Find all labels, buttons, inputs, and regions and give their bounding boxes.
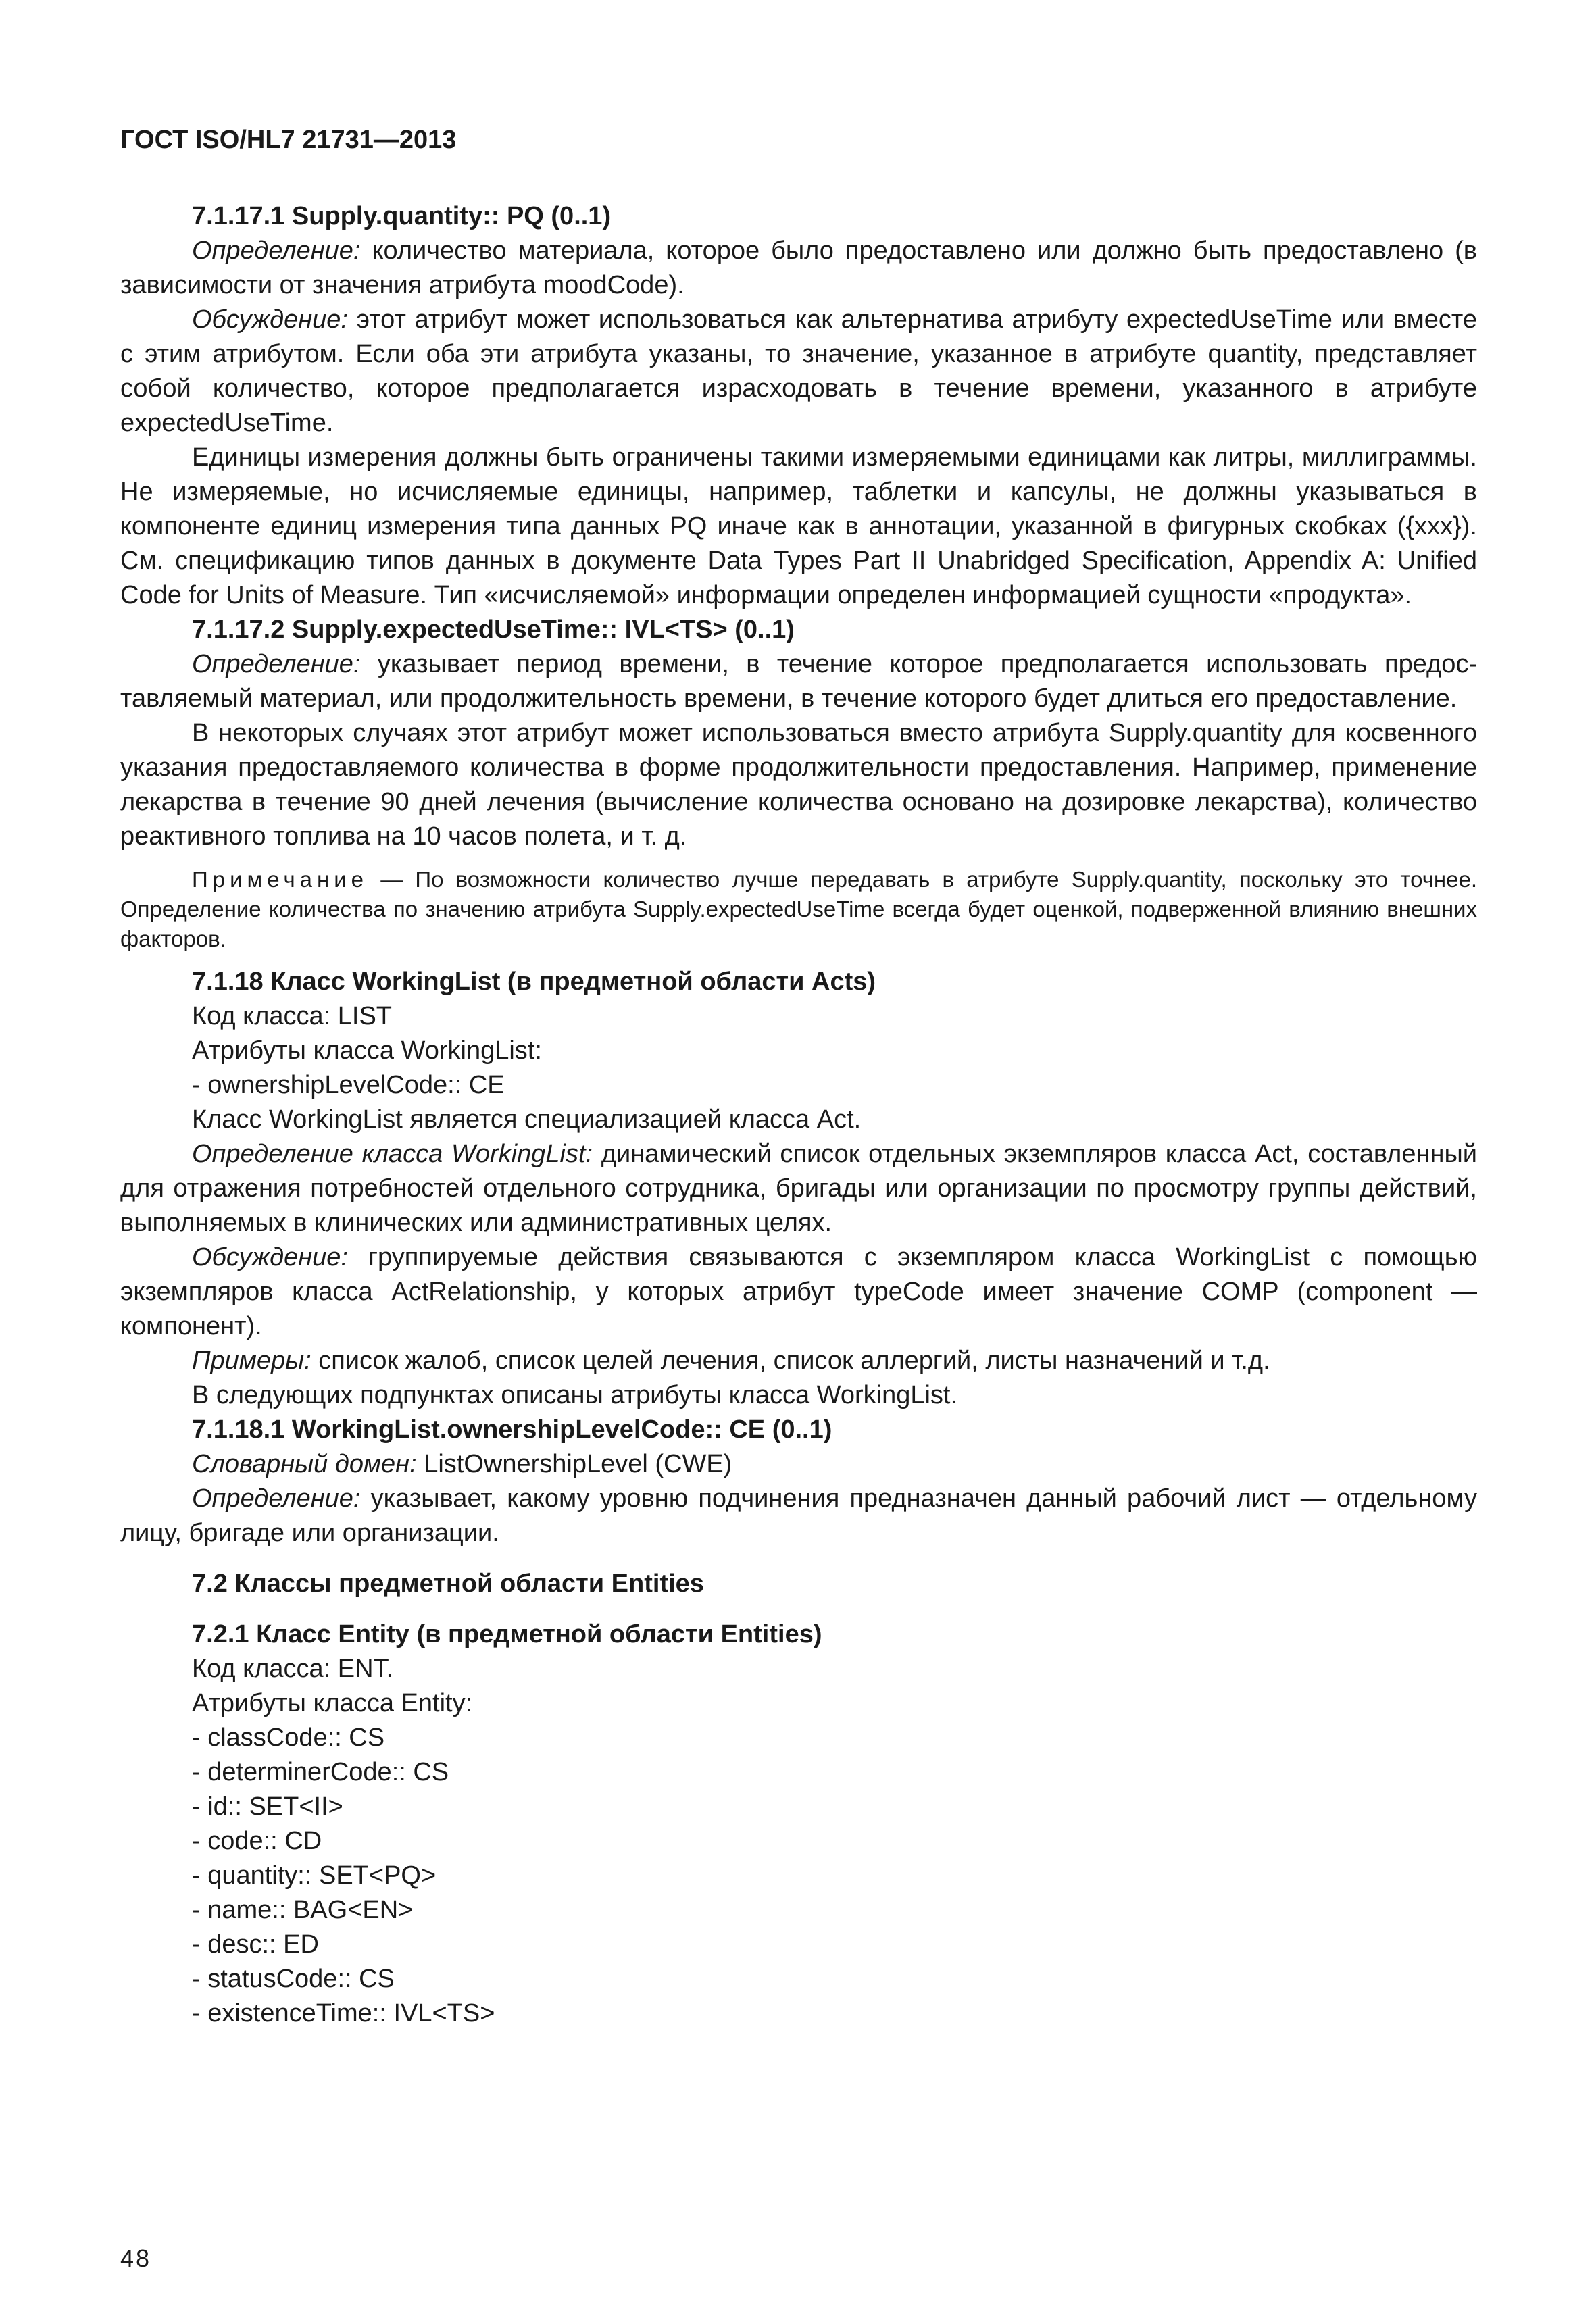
- discussion-text: группируемые действия связываются с экземпляром класса WorkingList с помощью экземпляров класса ActRelationship, у которых атрибут typeCode имеет значение COMP (component — компонент).: [120, 1243, 1477, 1340]
- page-content: [120, 199, 1477, 2031]
- subsections-paragraph: В следующих подпунктах описаны атрибуты класса WorkingList.: [192, 1381, 958, 1409]
- discussion-paragraph: [120, 1240, 1477, 1344]
- attribute-item: - id:: SET<II>: [192, 1792, 343, 1821]
- section-heading-7-1-17-2: 7.1.17.2 Supply.expectedUseTime:: IVL<TS> (0..1): [192, 615, 795, 644]
- definition-paragraph: [120, 234, 1477, 303]
- definition-text: указывает период времени, в течение которое предполагается использовать предоставляемый материал, или продолжительность времени, в течение которого будет длиться его предоставление.: [120, 650, 1477, 713]
- attribute-item: - quantity:: SET<PQ>: [192, 1861, 437, 1890]
- definition-paragraph: [120, 1137, 1477, 1240]
- definition-label: Определение класса WorkingList:: [192, 1140, 593, 1168]
- attribute-item: - name:: BAG<EN>: [192, 1896, 414, 1924]
- discussion-text: этот атрибут может использоваться как альтернатива атрибуту expectedUseTime или вместе с этим атрибутом. Если оба эти атрибута указаны, то значение, указанное в атрибуте quantity, представляет собой количество, которое предполагается израсходовать в течение времени, указанного в атрибуте expectedUseTime.: [120, 305, 1477, 437]
- definition-text: динамический список отдельных экземпляров класса Act, составленный для отражения потребностей отдельного сотрудника, бригады или организации по просмотру группы действий, выполняемых в клинических или административных целях.: [120, 1140, 1477, 1237]
- domain-label: Словарный домен:: [192, 1450, 417, 1478]
- discussion-label: Обсуждение:: [192, 1243, 348, 1272]
- discussion-paragraph: [120, 303, 1477, 441]
- domain-paragraph: [120, 1447, 1477, 1482]
- body-paragraph: В некоторых случаях этот атрибут может использоваться вместо атрибута Supply.quantity для косвенного указания предоставляемого количества в форме продолжительности предоставления. Например, применение лекарства в течение 90 дней лечения (вычисление количества основано на дозировке лекарства), количество реактивного топлива на 10 часов полета, и т. д.: [120, 719, 1477, 851]
- attribute-item: - desc:: ED: [192, 1930, 319, 1959]
- section-heading-7-1-17-1: 7.1.17.1 Supply.quantity:: PQ (0..1): [192, 202, 612, 230]
- section-heading-7-1-18: 7.1.18 Класс WorkingList (в предметной области Acts): [192, 967, 876, 996]
- definition-label: Определение:: [192, 650, 361, 678]
- examples-paragraph: [120, 1344, 1477, 1378]
- attributes-title: Атрибуты класса Entity:: [192, 1689, 473, 1717]
- section-heading-7-2: 7.2 Классы предметной области Entities: [192, 1569, 704, 1598]
- attribute-item: - classCode:: CS: [192, 1724, 385, 1752]
- document-header: ГОСТ ISO/HL7 21731—2013: [120, 126, 457, 154]
- definition-text: указывает, какому уровню подчинения предназначен данный рабочий лист — отдельному лицу, бригаде или организации.: [120, 1484, 1477, 1547]
- definition-paragraph: [120, 647, 1477, 716]
- attribute-item: - ownershipLevelCode:: CE: [192, 1071, 505, 1099]
- note-paragraph: [120, 865, 1477, 954]
- attribute-item: - code:: CD: [192, 1827, 322, 1855]
- note-text: — По возможности количество лучше передавать в атрибуте Supply.quantity, поскольку это точнее. Определение количества по значению атрибута Supply.expectedUseTime всегда будет оценкой, подверженной влиянию внешних факторов.: [120, 867, 1477, 951]
- examples-text: список жалоб, список целей лечения, список аллергий, листы назначений и т.д.: [311, 1347, 1270, 1375]
- section-heading-7-2-1: 7.2.1 Класс Entity (в предметной области Entities): [192, 1620, 822, 1649]
- definition-label: Определение:: [192, 1484, 361, 1513]
- attribute-item: - statusCode:: CS: [192, 1965, 395, 1993]
- attributes-title: Атрибуты класса WorkingList:: [192, 1036, 542, 1065]
- page-number: 48: [120, 2244, 152, 2272]
- definition-label: Определение:: [192, 236, 361, 265]
- class-code-line: Код класса: ENT.: [192, 1655, 394, 1683]
- class-code-line: Код класса: LIST: [192, 1002, 393, 1030]
- definition-text: количество материала, которое было предоставлено или должно быть предоставлено (в зависимости от значения атрибута moodCode).: [120, 236, 1477, 299]
- examples-label: Примеры:: [192, 1347, 311, 1375]
- discussion-label: Обсуждение:: [192, 305, 348, 334]
- domain-text: ListOwnershipLevel (CWE): [416, 1450, 732, 1478]
- definition-paragraph: [120, 1482, 1477, 1551]
- section-heading-7-1-18-1: 7.1.18.1 WorkingList.ownershipLevelCode:: CE (0..1): [192, 1415, 832, 1444]
- specialization-line: Класс WorkingList является специализацией класса Act.: [192, 1105, 862, 1134]
- attribute-item: - determinerCode:: CS: [192, 1758, 449, 1786]
- units-paragraph: Единицы измерения должны быть ограничены такими измеряемыми единицами как литры, миллиграммы. Не измеряемые, но исчисляемые единицы, например, таблетки и капсулы, не должны указываться в компоненте единиц измерения типа данных PQ иначе как в аннотации, указанной в фигурных скобках ({xxx}). См. спецификацию типов данных в документе Data Types Part II Unabridged Specification, Appendix A: Unified Code for Units of Measure. Тип «исчисляемой» информации определен информацией сущности «продукта».: [120, 443, 1477, 609]
- note-label: Примечание: [192, 867, 369, 892]
- attribute-item: - existenceTime:: IVL<TS>: [192, 1999, 495, 2028]
